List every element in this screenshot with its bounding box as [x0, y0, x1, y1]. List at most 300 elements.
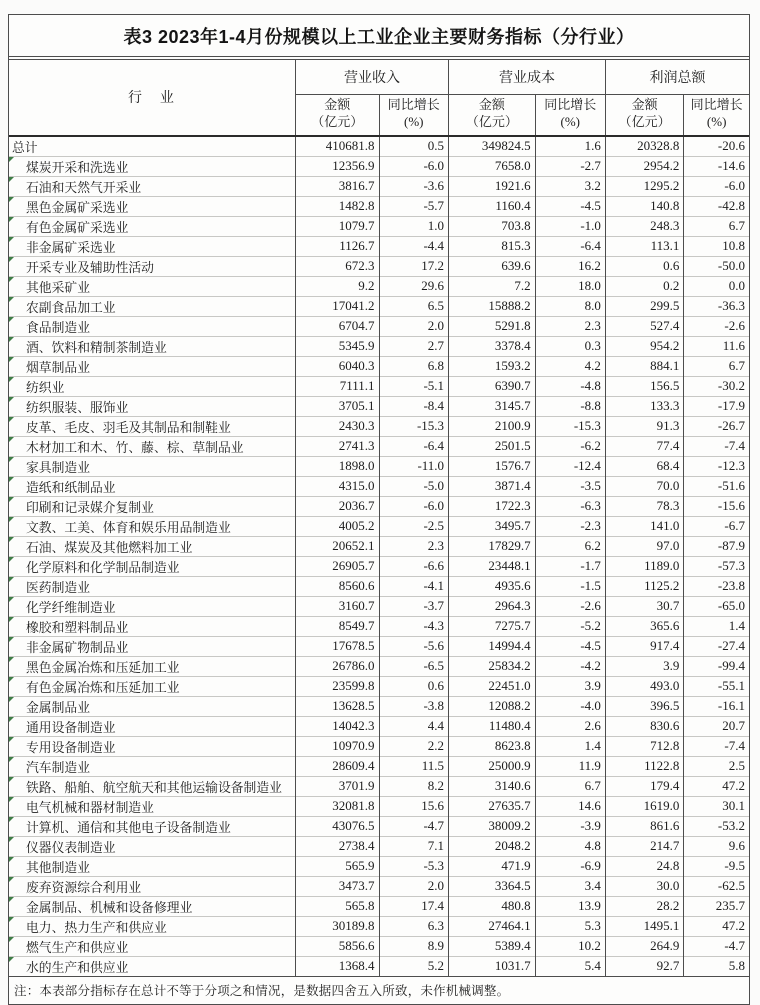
value-cell: 141.0	[605, 516, 683, 536]
table-row	[9, 536, 749, 556]
value-cell: -4.4	[379, 236, 449, 256]
value-cell: 5.3	[535, 916, 605, 936]
value-cell: -62.5	[684, 876, 749, 896]
industry-cell: 有色金属冶炼和压延加工业	[9, 676, 295, 696]
subheader-revenue-amount: 金额 （亿元）	[295, 95, 379, 136]
value-cell: -5.2	[535, 616, 605, 636]
column-header-industry: 行 业	[127, 91, 176, 107]
industry-cell: 橡胶和塑料制品业	[9, 616, 295, 636]
value-cell: 11.5	[379, 756, 449, 776]
value-cell: -6.4	[535, 236, 605, 256]
value-cell: 20.7	[684, 716, 749, 736]
value-cell: 2741.3	[295, 436, 379, 456]
value-cell: 2.7	[379, 336, 449, 356]
value-cell: 3378.4	[449, 336, 536, 356]
value-cell: 3495.7	[449, 516, 536, 536]
value-cell: -27.4	[684, 636, 749, 656]
table-header	[9, 60, 749, 136]
value-cell: 3.9	[605, 656, 683, 676]
value-cell: 396.5	[605, 696, 683, 716]
industry-cell: 非金属矿物制品业	[9, 636, 295, 656]
value-cell: 1482.8	[295, 196, 379, 216]
industry-cell: 铁路、船舶、航空航天和其他运输设备制造业	[9, 776, 295, 796]
value-cell: 3473.7	[295, 876, 379, 896]
value-cell: -4.8	[535, 376, 605, 396]
value-cell: 1.4	[684, 616, 749, 636]
table-row	[9, 136, 749, 157]
value-cell: 2.5	[684, 756, 749, 776]
industry-cell: 家具制造业	[9, 456, 295, 476]
value-cell: 30.1	[684, 796, 749, 816]
industry-cell: 纺织服装、服饰业	[9, 396, 295, 416]
value-cell: 639.6	[449, 256, 536, 276]
value-cell: 17829.7	[449, 536, 536, 556]
value-cell: -6.6	[379, 556, 449, 576]
value-cell: 2.0	[379, 876, 449, 896]
value-cell: -6.5	[379, 656, 449, 676]
value-cell: 6.8	[379, 356, 449, 376]
table-body	[9, 136, 749, 976]
value-cell: 30189.8	[295, 916, 379, 936]
value-cell: -5.7	[379, 196, 449, 216]
value-cell: 7.2	[449, 276, 536, 296]
value-cell: 14042.3	[295, 716, 379, 736]
value-cell: 3.4	[535, 876, 605, 896]
value-cell: -17.9	[684, 396, 749, 416]
table-row	[9, 756, 749, 776]
value-cell: 1189.0	[605, 556, 683, 576]
value-cell: 5.2	[379, 956, 449, 976]
value-cell: 0.6	[379, 676, 449, 696]
value-cell: 47.2	[684, 776, 749, 796]
value-cell: -42.8	[684, 196, 749, 216]
value-cell: 25000.9	[449, 756, 536, 776]
value-cell: 27635.7	[449, 796, 536, 816]
value-cell: -5.3	[379, 856, 449, 876]
value-cell: -36.3	[684, 296, 749, 316]
subheader-revenue-growth: 同比增长 (%)	[379, 95, 449, 136]
value-cell: 712.8	[605, 736, 683, 756]
table-row	[9, 216, 749, 236]
value-cell: 156.5	[605, 376, 683, 396]
value-cell: 26905.7	[295, 556, 379, 576]
value-cell: 9.2	[295, 276, 379, 296]
value-cell: 15888.2	[449, 296, 536, 316]
industry-cell: 黑色金属冶炼和压延加工业	[9, 656, 295, 676]
value-cell: 527.4	[605, 316, 683, 336]
table-row	[9, 836, 749, 856]
table-row	[9, 956, 749, 976]
value-cell: -6.7	[684, 516, 749, 536]
industry-cell: 燃气生产和供应业	[9, 936, 295, 956]
value-cell: 2501.5	[449, 436, 536, 456]
industry-cell: 电气机械和器材制造业	[9, 796, 295, 816]
industry-cell: 烟草制品业	[9, 356, 295, 376]
value-cell: 1.6	[535, 136, 605, 157]
value-cell: -20.6	[684, 136, 749, 157]
table-row	[9, 516, 749, 536]
value-cell: 1921.6	[449, 176, 536, 196]
value-cell: 32081.8	[295, 796, 379, 816]
subheader-profit-growth: 同比增长 (%)	[684, 95, 749, 136]
value-cell: 26786.0	[295, 656, 379, 676]
value-cell: 815.3	[449, 236, 536, 256]
value-cell: 5856.6	[295, 936, 379, 956]
value-cell: 2048.2	[449, 836, 536, 856]
value-cell: 17678.5	[295, 636, 379, 656]
value-cell: 140.8	[605, 196, 683, 216]
value-cell: 13.9	[535, 896, 605, 916]
value-cell: 1722.3	[449, 496, 536, 516]
value-cell: 12088.2	[449, 696, 536, 716]
table-row	[9, 696, 749, 716]
value-cell: 11480.4	[449, 716, 536, 736]
value-cell: 1126.7	[295, 236, 379, 256]
value-cell: -2.3	[535, 516, 605, 536]
value-cell: -4.5	[535, 636, 605, 656]
statistics-table-sheet	[8, 14, 750, 1005]
table-row	[9, 816, 749, 836]
value-cell: 471.9	[449, 856, 536, 876]
industry-cell: 其他采矿业	[9, 276, 295, 296]
value-cell: 1.4	[535, 736, 605, 756]
industry-cell: 食品制造业	[9, 316, 295, 336]
table-row	[9, 876, 749, 896]
industry-cell: 印刷和记录媒介复制业	[9, 496, 295, 516]
table-row	[9, 196, 749, 216]
value-cell: 92.7	[605, 956, 683, 976]
table-row	[9, 736, 749, 756]
value-cell: 68.4	[605, 456, 683, 476]
table-row	[9, 396, 749, 416]
value-cell: -2.7	[535, 156, 605, 176]
value-cell: 15.6	[379, 796, 449, 816]
value-cell: 565.8	[295, 896, 379, 916]
table-row	[9, 596, 749, 616]
value-cell: -6.2	[535, 436, 605, 456]
value-cell: 113.1	[605, 236, 683, 256]
value-cell: 3160.7	[295, 596, 379, 616]
page-title: 表3 2023年1-4月份规模以上工业企业主要财务指标（分行业）	[9, 15, 749, 60]
value-cell: 264.9	[605, 936, 683, 956]
column-group-operating-revenue: 营业收入	[295, 60, 448, 95]
value-cell: -65.0	[684, 596, 749, 616]
value-cell: 2.6	[535, 716, 605, 736]
value-cell: 1619.0	[605, 796, 683, 816]
value-cell: -3.9	[535, 816, 605, 836]
table-row	[9, 856, 749, 876]
value-cell: 5.8	[684, 956, 749, 976]
value-cell: 2964.3	[449, 596, 536, 616]
industry-cell: 仪器仪表制造业	[9, 836, 295, 856]
value-cell: 6704.7	[295, 316, 379, 336]
value-cell: 8549.7	[295, 616, 379, 636]
industry-cell: 其他制造业	[9, 856, 295, 876]
value-cell: 10970.9	[295, 736, 379, 756]
value-cell: -4.3	[379, 616, 449, 636]
industry-cell: 有色金属矿采选业	[9, 216, 295, 236]
industry-cell: 专用设备制造业	[9, 736, 295, 756]
table-row	[9, 656, 749, 676]
value-cell: 565.9	[295, 856, 379, 876]
industry-cell: 总计	[12, 140, 38, 155]
value-cell: 3364.5	[449, 876, 536, 896]
value-cell: -1.0	[535, 216, 605, 236]
table-row	[9, 176, 749, 196]
value-cell: 20652.1	[295, 536, 379, 556]
industry-cell: 酒、饮料和精制茶制造业	[9, 336, 295, 356]
value-cell: -3.7	[379, 596, 449, 616]
value-cell: 365.6	[605, 616, 683, 636]
value-cell: 20328.8	[605, 136, 683, 157]
value-cell: 7.1	[379, 836, 449, 856]
value-cell: 6390.7	[449, 376, 536, 396]
subheader-cost-amount: 金额 （亿元）	[449, 95, 536, 136]
value-cell: 9.6	[684, 836, 749, 856]
value-cell: 1495.1	[605, 916, 683, 936]
industry-cell: 计算机、通信和其他电子设备制造业	[9, 816, 295, 836]
value-cell: 23599.8	[295, 676, 379, 696]
value-cell: 28609.4	[295, 756, 379, 776]
table-row	[9, 716, 749, 736]
value-cell: 248.3	[605, 216, 683, 236]
industry-cell: 汽车制造业	[9, 756, 295, 776]
value-cell: 1031.7	[449, 956, 536, 976]
value-cell: -2.6	[535, 596, 605, 616]
value-cell: 1295.2	[605, 176, 683, 196]
value-cell: 4.2	[535, 356, 605, 376]
value-cell: -4.5	[535, 196, 605, 216]
industry-cell: 医药制造业	[9, 576, 295, 596]
value-cell: 97.0	[605, 536, 683, 556]
value-cell: -87.9	[684, 536, 749, 556]
table-row	[9, 296, 749, 316]
value-cell: 5.4	[535, 956, 605, 976]
table-row	[9, 356, 749, 376]
value-cell: 954.2	[605, 336, 683, 356]
column-group-total-profit: 利润总额	[605, 60, 749, 95]
value-cell: -16.1	[684, 696, 749, 716]
table-row	[9, 316, 749, 336]
value-cell: 7275.7	[449, 616, 536, 636]
value-cell: 8560.6	[295, 576, 379, 596]
value-cell: 6.3	[379, 916, 449, 936]
value-cell: -2.6	[684, 316, 749, 336]
value-cell: 5291.8	[449, 316, 536, 336]
value-cell: 17.4	[379, 896, 449, 916]
industry-cell: 石油、煤炭及其他燃料加工业	[9, 536, 295, 556]
value-cell: 884.1	[605, 356, 683, 376]
value-cell: -51.6	[684, 476, 749, 496]
value-cell: 2.0	[379, 316, 449, 336]
value-cell: 77.4	[605, 436, 683, 456]
value-cell: -6.4	[379, 436, 449, 456]
value-cell: -3.8	[379, 696, 449, 716]
value-cell: -4.7	[684, 936, 749, 956]
value-cell: 38009.2	[449, 816, 536, 836]
value-cell: 18.0	[535, 276, 605, 296]
value-cell: 2100.9	[449, 416, 536, 436]
value-cell: 349824.5	[449, 136, 536, 157]
table-row	[9, 476, 749, 496]
value-cell: -57.3	[684, 556, 749, 576]
value-cell: 703.8	[449, 216, 536, 236]
value-cell: -6.0	[684, 176, 749, 196]
table-row	[9, 576, 749, 596]
table-row	[9, 436, 749, 456]
value-cell: 8623.8	[449, 736, 536, 756]
value-cell: 2.2	[379, 736, 449, 756]
value-cell: -5.0	[379, 476, 449, 496]
table-row	[9, 796, 749, 816]
value-cell: 861.6	[605, 816, 683, 836]
industry-cell: 水的生产和供应业	[9, 956, 295, 976]
value-cell: 917.4	[605, 636, 683, 656]
value-cell: -53.2	[684, 816, 749, 836]
value-cell: -30.2	[684, 376, 749, 396]
value-cell: 43076.5	[295, 816, 379, 836]
value-cell: 3871.4	[449, 476, 536, 496]
table-row	[9, 936, 749, 956]
table-row	[9, 556, 749, 576]
value-cell: -6.9	[535, 856, 605, 876]
value-cell: -2.5	[379, 516, 449, 536]
value-cell: 4935.6	[449, 576, 536, 596]
table-row	[9, 276, 749, 296]
value-cell: 8.0	[535, 296, 605, 316]
value-cell: 0.3	[535, 336, 605, 356]
value-cell: 6.2	[535, 536, 605, 556]
value-cell: -15.3	[535, 416, 605, 436]
industry-cell: 非金属矿采选业	[9, 236, 295, 256]
value-cell: -8.4	[379, 396, 449, 416]
value-cell: 1.0	[379, 216, 449, 236]
industry-cell: 通用设备制造业	[9, 716, 295, 736]
value-cell: -12.4	[535, 456, 605, 476]
industry-cell: 黑色金属矿采选业	[9, 196, 295, 216]
industry-cell: 化学纤维制造业	[9, 596, 295, 616]
value-cell: -1.5	[535, 576, 605, 596]
value-cell: 25834.2	[449, 656, 536, 676]
value-cell: 6.7	[684, 356, 749, 376]
value-cell: 179.4	[605, 776, 683, 796]
value-cell: 2.3	[535, 316, 605, 336]
value-cell: 1079.7	[295, 216, 379, 236]
value-cell: 17041.2	[295, 296, 379, 316]
table-row	[9, 776, 749, 796]
value-cell: 4.8	[535, 836, 605, 856]
table-row	[9, 416, 749, 436]
value-cell: 6.5	[379, 296, 449, 316]
table-row	[9, 916, 749, 936]
value-cell: 6.7	[535, 776, 605, 796]
value-cell: 10.2	[535, 936, 605, 956]
value-cell: 10.8	[684, 236, 749, 256]
value-cell: -9.5	[684, 856, 749, 876]
value-cell: -5.1	[379, 376, 449, 396]
value-cell: 11.9	[535, 756, 605, 776]
table-row	[9, 256, 749, 276]
table-row	[9, 336, 749, 356]
industry-cell: 木材加工和木、竹、藤、棕、草制品业	[9, 436, 295, 456]
value-cell: 830.6	[605, 716, 683, 736]
value-cell: 1368.4	[295, 956, 379, 976]
value-cell: -6.0	[379, 496, 449, 516]
value-cell: 672.3	[295, 256, 379, 276]
value-cell: -26.7	[684, 416, 749, 436]
value-cell: 24.8	[605, 856, 683, 876]
industry-cell: 开采专业及辅助性活动	[9, 256, 295, 276]
value-cell: 8.9	[379, 936, 449, 956]
value-cell: -4.7	[379, 816, 449, 836]
value-cell: 23448.1	[449, 556, 536, 576]
value-cell: -12.3	[684, 456, 749, 476]
value-cell: 5389.4	[449, 936, 536, 956]
value-cell: -50.0	[684, 256, 749, 276]
value-cell: 214.7	[605, 836, 683, 856]
value-cell: 1898.0	[295, 456, 379, 476]
industry-cell: 金属制品业	[9, 696, 295, 716]
value-cell: 0.6	[605, 256, 683, 276]
value-cell: 7111.1	[295, 376, 379, 396]
value-cell: 17.2	[379, 256, 449, 276]
value-cell: -5.6	[379, 636, 449, 656]
value-cell: 14994.4	[449, 636, 536, 656]
value-cell: -11.0	[379, 456, 449, 476]
value-cell: -7.4	[684, 436, 749, 456]
value-cell: 410681.8	[295, 136, 379, 157]
industry-cell: 造纸和纸制品业	[9, 476, 295, 496]
value-cell: 11.6	[684, 336, 749, 356]
value-cell: 30.7	[605, 596, 683, 616]
value-cell: -3.6	[379, 176, 449, 196]
value-cell: 493.0	[605, 676, 683, 696]
value-cell: 29.6	[379, 276, 449, 296]
table-row	[9, 236, 749, 256]
value-cell: 2.3	[379, 536, 449, 556]
table-row	[9, 376, 749, 396]
value-cell: 3816.7	[295, 176, 379, 196]
value-cell: 16.2	[535, 256, 605, 276]
industry-cell: 化学原料和化学制品制造业	[9, 556, 295, 576]
table-footnote: 注：本表部分指标存在总计不等于分项之和情况，是数据四舍五入所致，未作机械调整。	[9, 976, 749, 1004]
table-row	[9, 636, 749, 656]
value-cell: -99.4	[684, 656, 749, 676]
value-cell: 299.5	[605, 296, 683, 316]
value-cell: 27464.1	[449, 916, 536, 936]
table-row	[9, 896, 749, 916]
value-cell: 78.3	[605, 496, 683, 516]
industry-cell: 农副食品加工业	[9, 296, 295, 316]
value-cell: 2738.4	[295, 836, 379, 856]
industry-cell: 石油和天然气开采业	[9, 176, 295, 196]
industry-cell: 皮革、毛皮、羽毛及其制品和制鞋业	[9, 416, 295, 436]
value-cell: 14.6	[535, 796, 605, 816]
value-cell: -6.0	[379, 156, 449, 176]
column-group-operating-cost: 营业成本	[449, 60, 606, 95]
value-cell: 28.2	[605, 896, 683, 916]
industry-cell: 文教、工美、体育和娱乐用品制造业	[9, 516, 295, 536]
value-cell: -7.4	[684, 736, 749, 756]
industry-cell: 电力、热力生产和供应业	[9, 916, 295, 936]
value-cell: 235.7	[684, 896, 749, 916]
value-cell: 8.2	[379, 776, 449, 796]
value-cell: 2430.3	[295, 416, 379, 436]
value-cell: -14.6	[684, 156, 749, 176]
value-cell: -8.8	[535, 396, 605, 416]
value-cell: 91.3	[605, 416, 683, 436]
value-cell: -1.7	[535, 556, 605, 576]
